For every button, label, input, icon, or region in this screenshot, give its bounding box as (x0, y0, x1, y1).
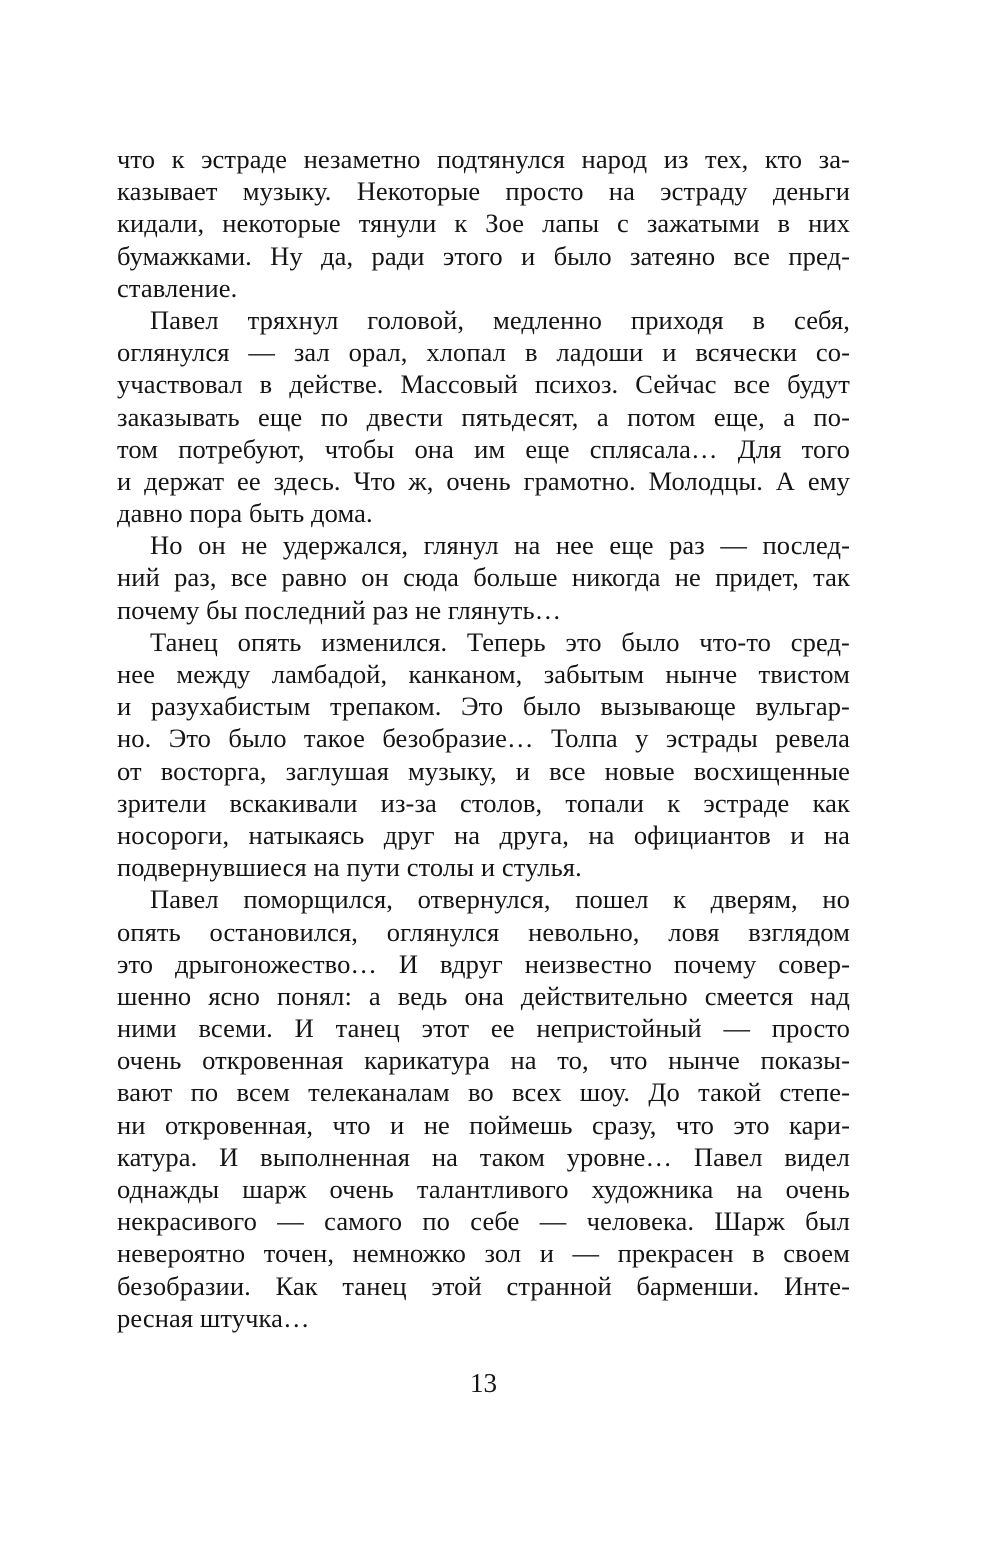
text-line: от восторга, заглушая музыку, и все новые восхищенные (117, 755, 850, 786)
text-line: кидали, некоторые тянули к Зое лапы с зажатыми в них (117, 208, 850, 239)
text-line: это дрыгоножество… И вдруг неизвестно почему совер- (117, 948, 850, 979)
text-line: вают по всем телеканалам во всех шоу. До такой степе- (117, 1077, 850, 1108)
text-line: Но он не удержался, глянул на нее еще раз — послед- (150, 530, 850, 561)
text-line: некрасивого — самого по себе — человека. Шарж был (117, 1206, 850, 1237)
text-line: Танец опять изменился. Теперь это было что-то сред- (150, 626, 850, 657)
text-line: что к эстраде незаметно подтянулся народ из тех, кто за- (117, 144, 850, 174)
text-line: катура. И выполненная на таком уровне… Павел видел (117, 1141, 850, 1172)
text-line: давно пора быть дома. (117, 498, 373, 529)
text-line: ними всеми. И танец этот ее непристойный — просто (117, 1013, 850, 1044)
text-line: шенно ясно понял: а ведь она действительно смеется над (117, 980, 850, 1011)
text-line: но. Это было такое безобразие… Толпа у эстрады ревела (117, 723, 850, 754)
text-line: ний раз, все равно он сюда больше никогда не придет, так (117, 562, 850, 593)
paragraph (117, 883, 850, 1334)
text-line: невероятно точен, немножко зол и — прекрасен в своем (117, 1238, 850, 1269)
text-line: подвернувшиеся на пути столы и стулья. (117, 852, 582, 883)
text-line: нее между ламбадой, канканом, забытым нынче твистом (117, 659, 850, 689)
text-line: ставление. (117, 272, 238, 303)
text-line: участвовал в действе. Массовый психоз. Сейчас все будут (117, 369, 850, 400)
text-line: Павел поморщился, отвернулся, пошел к дверям, но (150, 884, 850, 915)
paragraph (117, 529, 850, 626)
text-line: безобразии. Как танец этой странной барменши. Инте- (117, 1270, 850, 1301)
text-line: оглянулся — зал орал, хлопал в ладоши и всячески со- (117, 337, 850, 368)
text-line: носороги, натыкаясь друг на друга, на официантов и на (117, 819, 850, 850)
page-number: 13 (470, 1368, 497, 1398)
text-line: очень откровенная карикатура на то, что нынче показы- (117, 1045, 850, 1076)
paragraph (117, 626, 850, 884)
text-line: бумажками. Ну да, ради этого и было затеяно все пред- (117, 240, 850, 271)
text-line: ни откровенная, что и не поймешь сразу, что это кари- (117, 1109, 850, 1140)
text-line: том потребуют, чтобы она им еще сплясала… Для того (117, 433, 850, 464)
text-line: Павел тряхнул головой, медленно приходя в себя, (150, 304, 850, 335)
page-text-block (117, 143, 850, 1334)
text-line: зрители вскакивали из-за столов, топали к эстраде как (117, 787, 850, 818)
text-line: и разухабистым трепаком. Это было вызывающе вульгар- (117, 691, 850, 722)
text-line: почему бы последний раз не глянуть… (117, 594, 562, 625)
text-line: ресная штучка… (117, 1302, 310, 1333)
paragraph (117, 143, 850, 304)
text-line: опять остановился, оглянулся невольно, ловя взглядом (117, 916, 850, 947)
text-line: казывает музыку. Некоторые просто на эстраду деньги (117, 176, 850, 207)
text-line: заказывать еще по двести пятьдесят, а потом еще, а по- (117, 401, 850, 432)
text-line: однажды шарж очень талантливого художника на очень (117, 1174, 850, 1204)
text-line: и держат ее здесь. Что ж, очень грамотно. Молодцы. А ему (117, 465, 850, 496)
paragraph (117, 304, 850, 529)
